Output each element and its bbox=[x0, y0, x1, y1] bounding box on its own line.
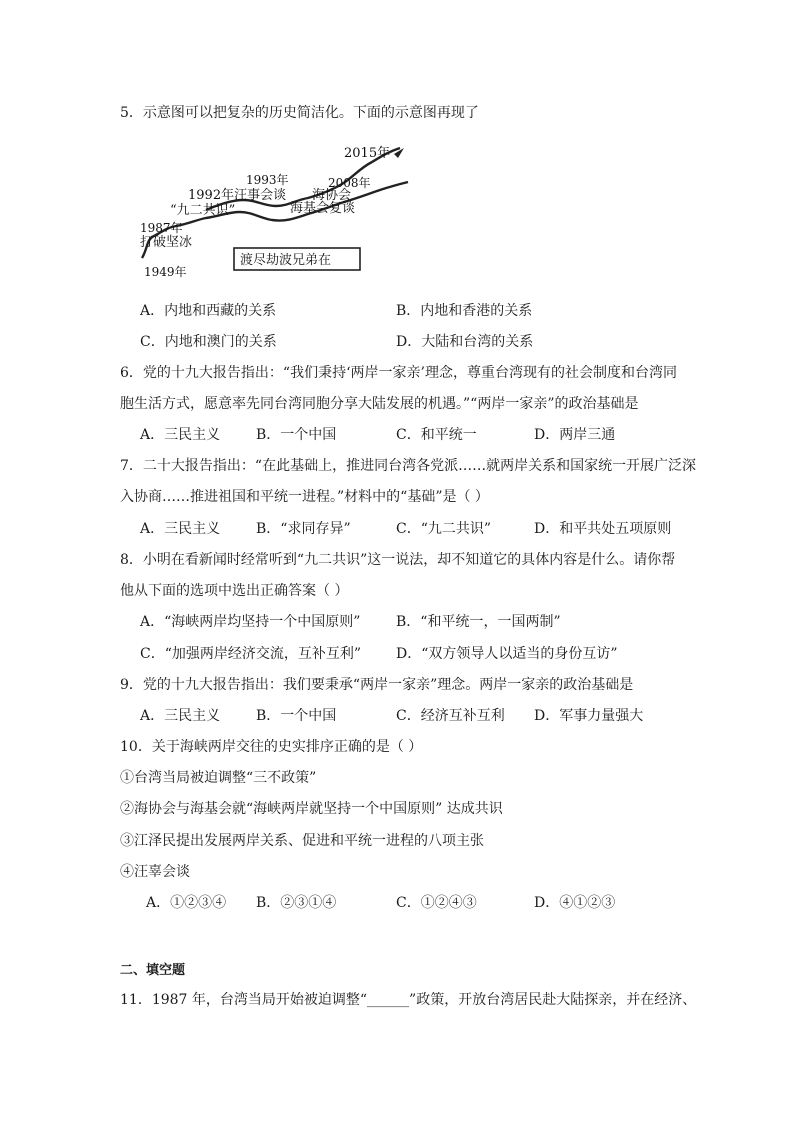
q10-option-c[interactable]: C．①②④③ bbox=[396, 895, 477, 911]
q5-option-b[interactable]: B．内地和香港的关系 bbox=[396, 303, 533, 319]
q5-option-a[interactable]: A．内地和西藏的关系 bbox=[140, 303, 277, 319]
q9-line-1: 9．党的十九大报告指出：我们要秉承“两岸一家亲”理念。两岸一家亲的政治基础是 bbox=[120, 677, 634, 693]
q7-option-a[interactable]: A．三民主义 bbox=[140, 521, 221, 537]
boxed-text: 渡尽劫波兄弟在 bbox=[240, 253, 332, 268]
q10-option-d[interactable]: D．④①②③ bbox=[534, 895, 616, 911]
label-dapo: 打破坚冰 bbox=[140, 235, 193, 250]
q7-line-2: 入协商……推进祖国和平统一进程。”材料中的“基础”是（ ） bbox=[120, 489, 489, 505]
q10-line-1: 10．关于海峡两岸交往的史实排序正确的是（ ） bbox=[120, 739, 423, 755]
label-haixie: 海协会 bbox=[312, 188, 352, 203]
label-haiji: 海基会复谈 bbox=[290, 201, 356, 216]
q8-option-a[interactable]: A．“海峡两岸均坚持一个中国原则” bbox=[140, 614, 361, 630]
q7-option-c[interactable]: C．“九二共识” bbox=[396, 521, 492, 537]
q6-option-d[interactable]: D．两岸三通 bbox=[534, 427, 616, 443]
q10-item-1: ①台湾当局被迫调整“三不政策” bbox=[120, 770, 317, 786]
q8-line-2: 他从下面的选项中选出正确答案（ ） bbox=[120, 583, 349, 599]
q7-option-b[interactable]: B．“求同存异” bbox=[256, 521, 351, 537]
q6-option-b[interactable]: B．一个中国 bbox=[256, 427, 337, 443]
q8-option-d[interactable]: D．“双方领导人以适当的身份互访” bbox=[396, 646, 618, 662]
q9-option-a[interactable]: A．三民主义 bbox=[140, 708, 221, 724]
q6-option-a[interactable]: A．三民主义 bbox=[140, 427, 221, 443]
label-1987: 1987年 bbox=[140, 221, 183, 235]
q8-option-c[interactable]: C．“加强两岸经济交流，互补互利” bbox=[140, 646, 362, 662]
q8-line-1: 8．小明在看新闻时经常听到“九二共识”这一说法，却不知道它的具体内容是什么。请你帮 bbox=[120, 552, 676, 568]
label-1993: 1993年 bbox=[246, 173, 289, 187]
q8-option-b[interactable]: B．“和平统一，一国两制” bbox=[396, 614, 561, 630]
q9-option-d[interactable]: D．军事力量强大 bbox=[534, 708, 644, 724]
q5-option-c[interactable]: C．内地和澳门的关系 bbox=[140, 334, 277, 350]
cross-strait-diagram bbox=[136, 140, 416, 290]
q11-line-1: 11．1987 年，台湾当局开始被迫调整“______”政策，开放台湾居民赴大陆探亲，并在经济、 bbox=[120, 992, 697, 1008]
q10-option-a[interactable]: A．①②③④ bbox=[146, 895, 227, 911]
label-2008: 2008年 bbox=[328, 176, 371, 190]
q5-option-d[interactable]: D．大陆和台湾的关系 bbox=[396, 334, 534, 350]
label-1992: 1992年汪事会谈 bbox=[188, 188, 287, 203]
q7-option-d[interactable]: D．和平共处五项原则 bbox=[534, 521, 672, 537]
q10-option-b[interactable]: B．②③①④ bbox=[256, 895, 337, 911]
q6-line-2: 胞生活方式，愿意率先同台湾同胞分享大陆发展的机遇。”“两岸一家亲”的政治基础是 bbox=[120, 396, 639, 412]
label-1949: 1949年 bbox=[144, 265, 187, 279]
q7-line-1: 7．二十大报告指出：“在此基础上，推进同台湾各党派……就两岸关系和国家统一开展广泛深 bbox=[120, 458, 697, 474]
cross-strait-diagram-svg bbox=[136, 140, 416, 290]
label-jiushi: “九二共识” bbox=[170, 203, 236, 218]
q9-option-c[interactable]: C．经济互补互利 bbox=[396, 708, 505, 724]
section-title-fill-in: 二、填空题 bbox=[120, 963, 186, 978]
q6-option-c[interactable]: C．和平统一 bbox=[396, 427, 477, 443]
q5-stem: 5．示意图可以把复杂的历史简洁化。下面的示意图再现了 bbox=[120, 105, 479, 121]
q10-item-2: ②海协会与海基会就“海峡两岸就坚持一个中国原则” 达成共识 bbox=[120, 801, 503, 817]
q10-item-4: ④汪辜会谈 bbox=[120, 864, 190, 880]
q9-option-b[interactable]: B．一个中国 bbox=[256, 708, 337, 724]
q6-line-1: 6．党的十九大报告指出：“我们秉持‘两岸一家亲’理念，尊重台湾现有的社会制度和台湾同 bbox=[120, 365, 677, 381]
label-2015: 2015年 bbox=[344, 146, 391, 161]
q10-item-3: ③江泽民提出发展两岸关系、促进和平统一进程的八项主张 bbox=[120, 833, 484, 849]
